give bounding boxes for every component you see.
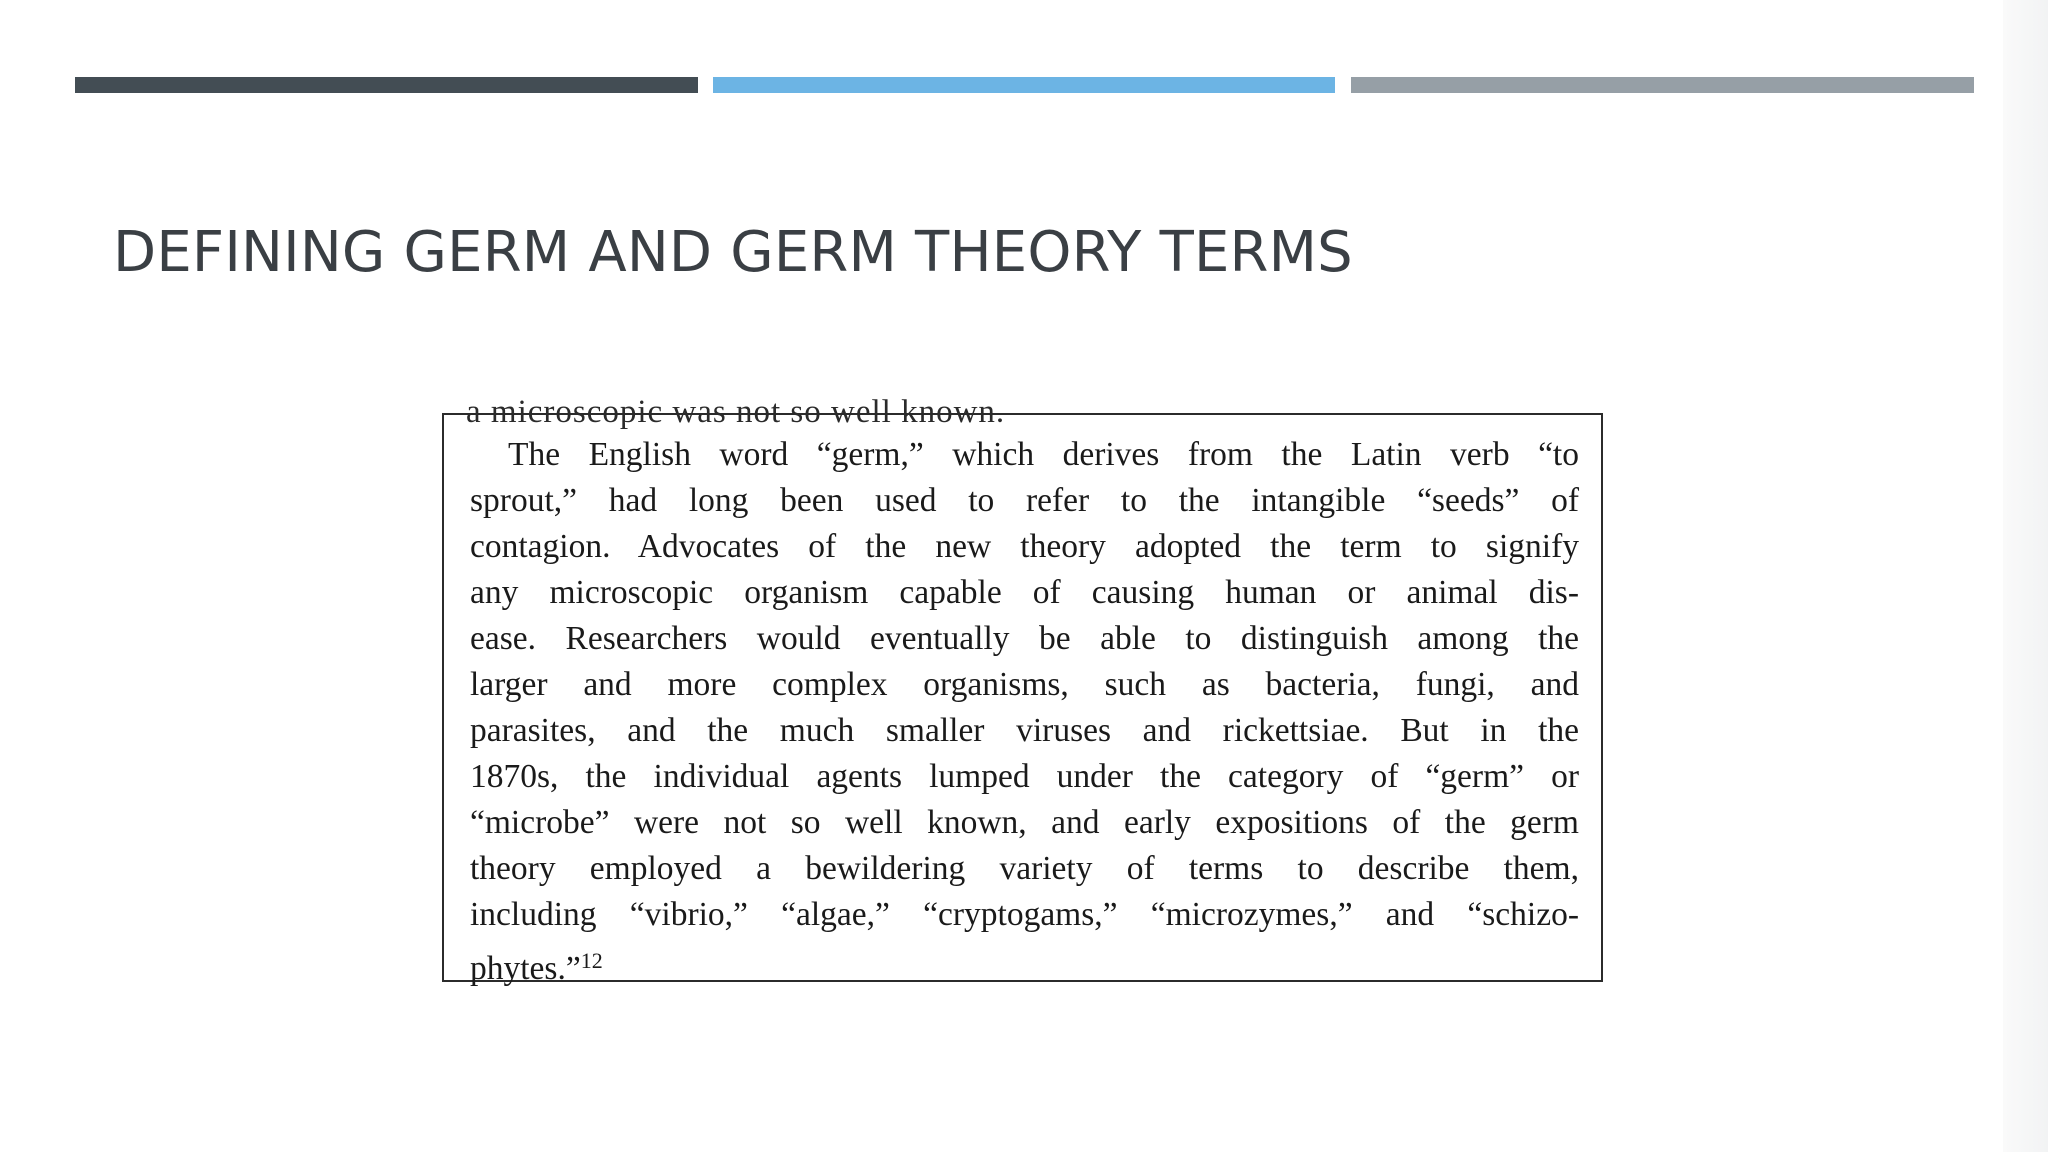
slide-title: DEFINING GERM AND GERM THEORY TERMS xyxy=(113,220,1353,285)
book-excerpt-image xyxy=(442,394,1603,987)
excerpt-paragraph xyxy=(470,432,1579,992)
excerpt-line: ease. Researchers would eventually be able to distinguish among the xyxy=(470,620,1579,657)
excerpt-line: theory employed a bewildering variety of terms to describe them, xyxy=(470,850,1579,887)
top-bar-dark xyxy=(75,77,698,93)
excerpt-line: sprout,” had long been used to refer to the intangible “seeds” of xyxy=(470,482,1579,519)
excerpt-line: any microscopic organism capable of causing human or animal dis- xyxy=(470,574,1579,611)
excerpt-line: including “vibrio,” “algae,” “cryptogams,” “microzymes,” and “schizo- xyxy=(470,896,1579,933)
right-edge-shade xyxy=(2003,0,2048,1152)
excerpt-line: parasites, and the much smaller viruses and rickettsiae. But in the xyxy=(470,712,1579,749)
cut-off-line: a microscopic was not so well known. xyxy=(466,394,1006,430)
excerpt-line: contagion. Advocates of the new theory adopted the term to signify xyxy=(470,528,1579,565)
excerpt-line: “microbe” were not so well known, and early expositions of the germ xyxy=(470,804,1579,841)
top-bar-blue xyxy=(713,77,1335,93)
excerpt-line: The English word “germ,” which derives from the Latin verb “to xyxy=(508,436,1579,473)
footnote-marker: 12 xyxy=(580,948,603,973)
excerpt-line: larger and more complex organisms, such as bacteria, fungi, and xyxy=(470,666,1579,703)
excerpt-line: phytes.” xyxy=(470,950,581,987)
excerpt-last-line xyxy=(470,938,1579,992)
top-bar-gray xyxy=(1351,77,1974,93)
excerpt-line: 1870s, the individual agents lumped under the category of “germ” or xyxy=(470,758,1579,795)
